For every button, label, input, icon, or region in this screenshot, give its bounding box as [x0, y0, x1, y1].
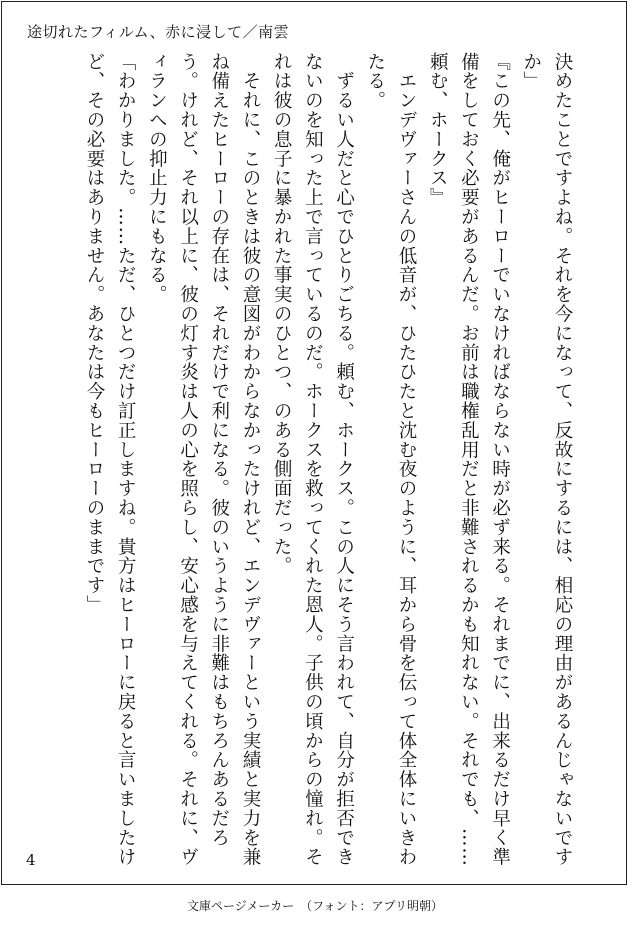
footer-caption: 文庫ページメーカー （フォント：アプリ明朝）: [186, 899, 444, 913]
paragraph: 「わかりました。……ただ、ひとつだけ訂正しますね。貴方はヒーローに戻ると言いましたけど、その必要はありません。あなたは今もヒーローのままです」: [83, 52, 137, 867]
vertical-body-text: [68, 52, 578, 872]
paragraph: それに、このときは彼の意図がわからなかったけれど、エンデヴァーという実績と実力を兼ね備えたヒーローの存在は、それだけで利になる。彼のいうように非難はもちろんあるだろう。けれど、それ以上に、彼の灯す炎は人の心を照らし、安心感を与えてくれる。それに、ヴィランへの抑止力にもなる。: [146, 52, 261, 867]
paragraph: 『この先、俺がヒーローでいなければならない時が必ず来る。それまでに、出来るだけ早く準備をしておく必要があるんだ。お前は職権乱用だと非難されるかも知れない。それでも、……頼む、ホークス』: [427, 52, 511, 867]
page-number: 4: [26, 851, 36, 869]
paragraph: 決めたことですよね。それを今になって、反故にするには、相応の理由があるんじゃないですか」: [520, 52, 573, 867]
page-header-title: 途切れたフィルム、赤に浸して／南雲: [27, 23, 290, 41]
page-frame: [1, 1, 627, 885]
paragraph: エンデヴァーさんの低音が、ひたひたと沈む夜のように、耳から骨を伝って体全体にいきわたる。: [364, 52, 417, 867]
paragraph: ずるい人だと心でひとりごちる。頼む、ホークス。この人にそう言われて、自分が拒否できないのを知った上で言っているのだ。ホークスを救ってくれた恩人。子供の頃からの憧れ。それは彼の息子に暴かれた事実のひとつ、のある側面だった。: [271, 52, 355, 867]
